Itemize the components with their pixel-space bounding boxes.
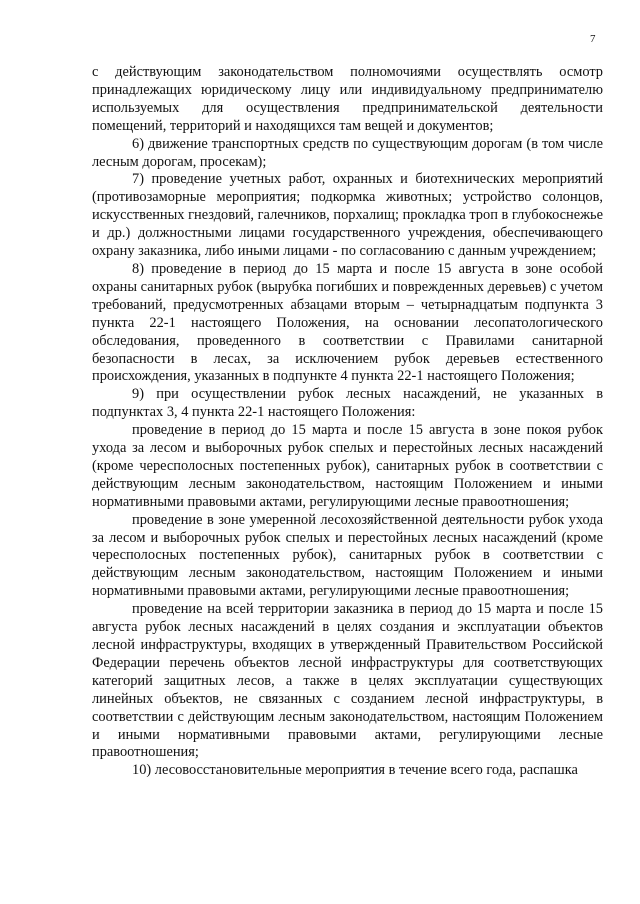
page-number: 7: [590, 33, 596, 45]
document-body: [92, 64, 603, 780]
paragraph-item-9-moderate-zone: проведение в зоне умеренной лесохозяйственной деятельности рубок ухода за лесом и выборочных рубок спелых и перестойных лесных насаждений (кроме чересполосных постепенных рубок), санитарных рубок в соответствии с действующим лесным законодательством, настоящим Положением и иными нормативными правовыми актами, регулирующими лесные правоотношения;: [92, 511, 603, 600]
paragraph-item-6: 6) движение транспортных средств по существующим дорогам (в том числе лесным дорогам, просекам);: [92, 135, 603, 170]
paragraph-item-7: 7) проведение учетных работ, охранных и биотехнических мероприятий (противозаморные мероприятия; подкормка животных; устройство солонцов, искусственных гнездовий, галечников, порхалищ; прокладка троп в глубокоснежье и др.) должностными лицами государственного учреждения, обеспечивающего охрану заказника, либо иными лицами - по согласованию с данным учреждением;: [92, 171, 603, 260]
paragraph-item-9-rest-zone: проведение в период до 15 марта и после 15 августа в зоне покоя рубок ухода за лесом и выборочных рубок спелых и перестойных лесных насаждений (кроме чересполосных постепенных рубок), санитарных рубок в соответствии с действующим лесным законодательством, настоящим Положением и иными нормативными правовыми актами, регулирующими лесные правоотношения;: [92, 422, 603, 510]
paragraph-item-10: 10) лесовосстановительные мероприятия в течение всего года, распашка: [132, 762, 578, 779]
paragraph-item-9: 9) при осуществлении рубок лесных насаждений, не указанных в подпунктах 3, 4 пункта 22-1 настоящего Положения:: [92, 386, 603, 421]
paragraph-intro-continuation: с действующим законодательством полномочиями осуществлять осмотр принадлежащих юридическому лицу или индивидуальному предпринимателю используемых для осуществления предпринимательской деятельности помещений, территорий и находящихся там вещей и документов;: [92, 64, 603, 134]
paragraph-item-8: 8) проведение в период до 15 марта и после 15 августа в зоне особой охраны санитарных рубок (вырубка погибших и поврежденных деревьев) с учетом требований, предусмотренных абзацами вторым – четырнадцатым подпункта 3 пункта 22-1 настоящего Положения, на основании лесопатологического обследования, проведенного в соответствии с Правилами санитарной безопасности в лесах, за исключением рубок деревьев естественного происхождения, указанных в подпункте 4 пункта 22-1 настоящего Положения;: [92, 260, 603, 385]
paragraph-item-9-infrastructure: проведение на всей территории заказника в период до 15 марта и после 15 августа рубок лесных насаждений в целях создания и эксплуатации объектов лесной инфраструктуры, входящих в утвержденный Правительством Российской Федерации перечень объектов лесной инфраструктуры для соответствующих категорий защитных лесов, а также в целях эксплуатации существующих линейных объектов, не связанных с созданием лесной инфраструктуры, в соответствии с действующим лесным законодательством, настоящим Положением и иными нормативными правовыми актами, регулирующими лесные правоотношения;: [92, 601, 603, 761]
